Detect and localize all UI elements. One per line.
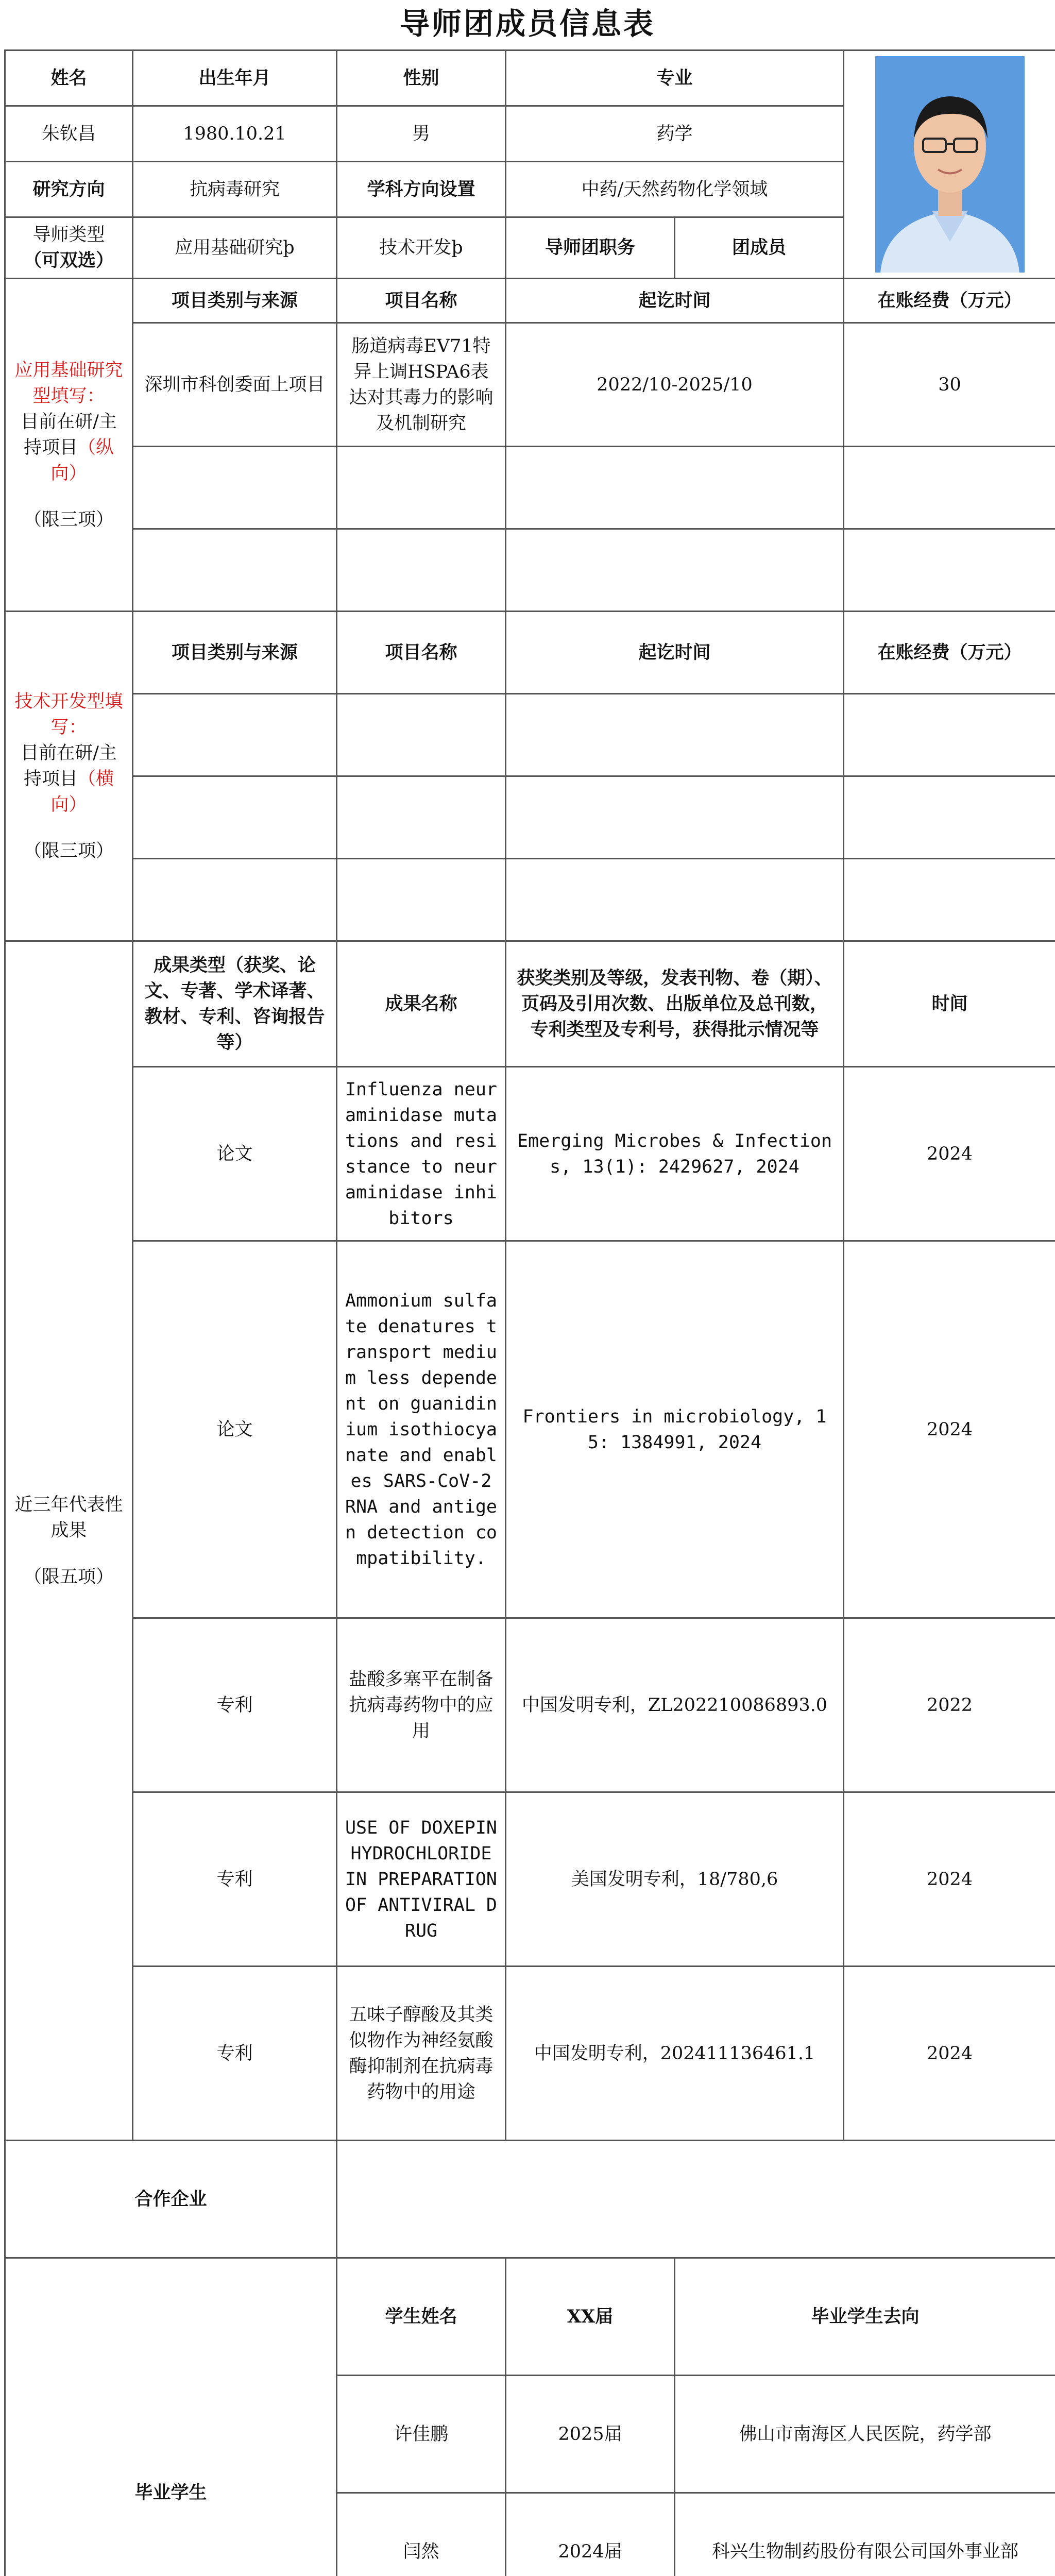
tech-dev-side-label: 技术开发型填 写： 目前在研/主 持项目（横 向） （限三项） bbox=[5, 612, 133, 941]
enterprise-value bbox=[337, 2141, 1055, 2258]
applied-empty-cell bbox=[844, 529, 1055, 612]
enterprise-label: 合作企业 bbox=[5, 2141, 337, 2258]
mentor-type-option-tech[interactable]: 技术开发þ bbox=[337, 217, 506, 279]
role-label: 导师团职务 bbox=[506, 217, 675, 279]
achv-header-year: 时间 bbox=[844, 941, 1055, 1067]
tech-header-funds: 在账经费（万元） bbox=[844, 612, 1055, 694]
grad-row-name: 许佳鹏 bbox=[337, 2376, 506, 2493]
portrait-photo bbox=[875, 56, 1025, 273]
achv-header-type: 成果类型（获奖、论文、专著、学术译著、教材、专利、咨询报告等） bbox=[133, 941, 337, 1067]
applied-empty-cell bbox=[337, 529, 506, 612]
achv-header-detail: 获奖类别及等级，发表刊物、卷（期）、页码及引用次数、出版单位及总刊数，专利类型及专利号，获得批示情况等 bbox=[506, 941, 844, 1067]
mentor-info-table bbox=[4, 49, 1055, 2576]
achv-row-year: 2024 bbox=[844, 1792, 1055, 1967]
achv-row-year: 2024 bbox=[844, 1241, 1055, 1618]
tech-empty-cell bbox=[506, 694, 844, 776]
applied-row-name: 肠道病毒EV71特异上调HSPA6表达对其毒力的影响及机制研究 bbox=[337, 323, 506, 447]
major-label: 专业 bbox=[506, 50, 844, 106]
grad-row-dest: 佛山市南海区人民医院，药学部 bbox=[675, 2376, 1055, 2493]
achv-row-name: Ammonium sulfate denatures transport medium less dependent on guanidinium isothiocyanate and enables SARS-CoV-2 RNA and antigen detection compatibility. bbox=[337, 1241, 506, 1618]
tech-header-source: 项目类别与来源 bbox=[133, 612, 337, 694]
research-value: 抗病毒研究 bbox=[133, 162, 337, 217]
birth-label: 出生年月 bbox=[133, 50, 337, 106]
applied-empty-cell bbox=[337, 447, 506, 529]
achv-row-type: 专利 bbox=[133, 1618, 337, 1792]
gender-label: 性别 bbox=[337, 50, 506, 106]
achv-row-name: 盐酸多塞平在制备抗病毒药物中的应用 bbox=[337, 1618, 506, 1792]
achv-row-year: 2022 bbox=[844, 1618, 1055, 1792]
achv-row-detail: Emerging Microbes & Infections, 13(1): 2429627, 2024 bbox=[506, 1067, 844, 1241]
applied-row-period: 2022/10-2025/10 bbox=[506, 323, 844, 447]
grad-row-year: 2024届 bbox=[506, 2493, 675, 2576]
applied-header-source: 项目类别与来源 bbox=[133, 279, 337, 323]
tech-empty-cell bbox=[506, 859, 844, 941]
applied-empty-cell bbox=[133, 529, 337, 612]
research-label: 研究方向 bbox=[5, 162, 133, 217]
applied-row-funds: 30 bbox=[844, 323, 1055, 447]
grad-header-name: 学生姓名 bbox=[337, 2258, 506, 2376]
achv-row-name: 五味子醇酸及其类似物作为神经氨酸酶抑制剂在抗病毒药物中的用途 bbox=[337, 1967, 506, 2141]
achv-row-year: 2024 bbox=[844, 1067, 1055, 1241]
tech-empty-cell bbox=[133, 859, 337, 941]
gender-value: 男 bbox=[337, 106, 506, 162]
achv-row-name: USE OF DOXEPIN HYDROCHLORIDE IN PREPARATION OF ANTIVIRAL DRUG bbox=[337, 1792, 506, 1967]
grad-header-dest: 毕业学生去向 bbox=[675, 2258, 1055, 2376]
achv-row-year: 2024 bbox=[844, 1967, 1055, 2141]
achv-row-detail: 中国发明专利，202411136461.1 bbox=[506, 1967, 844, 2141]
applied-empty-cell bbox=[506, 447, 844, 529]
applied-empty-cell bbox=[506, 529, 844, 612]
achv-row-detail: 中国发明专利，ZL202210086893.0 bbox=[506, 1618, 844, 1792]
applied-empty-cell bbox=[133, 447, 337, 529]
achv-row-detail: Frontiers in microbiology, 15: 1384991, 2024 bbox=[506, 1241, 844, 1618]
name-value: 朱钦昌 bbox=[5, 106, 133, 162]
role-value: 团成员 bbox=[675, 217, 844, 279]
applied-row-source: 深圳市科创委面上项目 bbox=[133, 323, 337, 447]
tech-empty-cell bbox=[337, 694, 506, 776]
tech-empty-cell bbox=[337, 859, 506, 941]
page-title: 导师团成员信息表 bbox=[399, 6, 655, 41]
graduates-label: 毕业学生 bbox=[5, 2258, 337, 2576]
achv-row-name: Influenza neuraminidase mutations and resistance to neuraminidase inhibitors bbox=[337, 1067, 506, 1241]
mentor-type-label-main: 导师类型 bbox=[32, 225, 105, 245]
achievements-side-label: 近三年代表性成果 （限五项） bbox=[5, 941, 133, 2141]
name-label: 姓名 bbox=[5, 50, 133, 106]
grad-row-name: 闫然 bbox=[337, 2493, 506, 2576]
tech-empty-cell bbox=[844, 776, 1055, 859]
tech-empty-cell bbox=[133, 694, 337, 776]
tech-empty-cell bbox=[844, 859, 1055, 941]
achv-row-detail: 美国发明专利，18/780,6 bbox=[506, 1792, 844, 1967]
achv-row-type: 专利 bbox=[133, 1792, 337, 1967]
tech-header-name: 项目名称 bbox=[337, 612, 506, 694]
tech-header-period: 起讫时间 bbox=[506, 612, 844, 694]
mentor-type-label-sub: （可双选） bbox=[23, 250, 114, 271]
applied-header-name: 项目名称 bbox=[337, 279, 506, 323]
birth-value: 1980.10.21 bbox=[133, 106, 337, 162]
achv-row-type: 论文 bbox=[133, 1067, 337, 1241]
applied-header-period: 起讫时间 bbox=[506, 279, 844, 323]
grad-header-year: XX届 bbox=[506, 2258, 675, 2376]
grad-row-dest: 科兴生物制药股份有限公司国外事业部 bbox=[675, 2493, 1055, 2576]
tech-empty-cell bbox=[133, 776, 337, 859]
photo-cell bbox=[844, 50, 1055, 279]
discipline-label: 学科方向设置 bbox=[337, 162, 506, 217]
achv-header-name: 成果名称 bbox=[337, 941, 506, 1067]
tech-empty-cell bbox=[337, 776, 506, 859]
tech-empty-cell bbox=[506, 776, 844, 859]
mentor-type-label bbox=[5, 217, 133, 279]
applied-header-funds: 在账经费（万元） bbox=[844, 279, 1055, 323]
mentor-type-option-applied[interactable]: 应用基础研究þ bbox=[133, 217, 337, 279]
major-value: 药学 bbox=[506, 106, 844, 162]
tech-empty-cell bbox=[844, 694, 1055, 776]
applied-empty-cell bbox=[844, 447, 1055, 529]
grad-row-year: 2025届 bbox=[506, 2376, 675, 2493]
achv-row-type: 论文 bbox=[133, 1241, 337, 1618]
achv-row-type: 专利 bbox=[133, 1967, 337, 2141]
applied-research-side-label: 应用基础研究 型填写： 目前在研/主 持项目（纵 向） （限三项） bbox=[5, 279, 133, 612]
discipline-value: 中药/天然药物化学领域 bbox=[506, 162, 844, 217]
